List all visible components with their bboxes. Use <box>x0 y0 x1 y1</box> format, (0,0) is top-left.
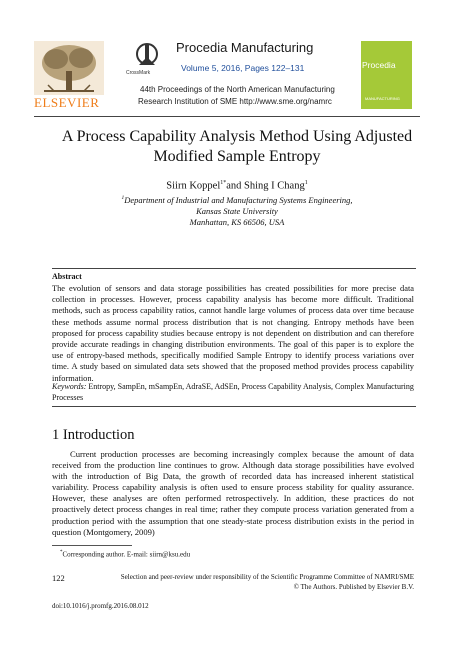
keywords-label: Keywords: <box>52 382 87 391</box>
title-line-2: Modified Sample Entropy <box>153 148 321 165</box>
crossmark-label: CrossMark <box>126 70 151 76</box>
section-heading-introduction: 1 Introduction <box>52 427 135 443</box>
crossmark-icon[interactable] <box>136 43 158 69</box>
cover-title: Procedia <box>362 60 396 70</box>
abstract-rule-bottom <box>52 406 416 407</box>
footnote-mark: * <box>60 550 63 555</box>
authors <box>34 180 440 192</box>
doi-link[interactable]: doi:10.1016/j.promfg.2016.08.012 <box>52 602 149 610</box>
proceedings-line-2: Research Institution of SME http://www.sme.org/namrc <box>138 97 332 106</box>
elsevier-wordmark: ELSEVIER <box>34 95 100 110</box>
affiliation-mark: 1 <box>121 195 125 202</box>
paper-title <box>34 127 440 167</box>
introduction-paragraph: Current production processes are becoming increasingly complex because the amount of data received from the production line continues to grow. Although data storage possibilities have evolved with the introduction of Big Data, the growth of recorded data has increased inherent statistical variability. Process capability analysis is often used to ensure process stability for quality assurance. However, these analyses are often performed retrospectively. In addition, these practices do not proactively detect process changes in real time; rather they compute process variation generated from a production period with the assumption that one steady-state process distribution exists in the period in question (Montgomery, 2009) <box>52 449 414 537</box>
abstract-text: The evolution of sensors and data storage possibilities has created possibilities for more precise data collection in processes. However, process capability analysis has become more difficult. Traditional methods, such as process capability ratios, cannot handle large volumes of process data over time because these methods assume normal process distribution that is not changing. Entropy methods have been proposed for process capability studies because entropy is not dependent on distribution and can therefore provide accurate readings in changing distribution environments. The goal of this paper is to explore the use of entropy-based methods, specifically modified Sample Entropy to identify process variations over time. A study based on simulated data sets showed that the proposed method provides process capability information. <box>52 284 414 383</box>
footnote-text: Corresponding author. E-mail: siirn@ksu.edu <box>62 550 191 559</box>
selection-notice: Selection and peer-review under responsibility of the Scientific Programme Committee of NAMRI/SME <box>120 573 414 581</box>
elsevier-tree-logo <box>34 41 104 103</box>
author-2-mark: 1 <box>304 180 308 186</box>
author-1-mark: 1* <box>220 180 227 186</box>
affiliation-line-1 <box>34 195 440 205</box>
affiliation-department: Department of Industrial and Manufacturing Systems Engineering, <box>124 195 353 205</box>
footnote-rule <box>52 545 132 546</box>
keywords <box>52 381 414 403</box>
volume-pages[interactable]: Volume 5, 2016, Pages 122–131 <box>181 63 305 73</box>
author-1: Siirn Koppel <box>166 180 221 192</box>
proceedings-line-1: 44th Proceedings of the North American Manufacturing <box>140 85 335 94</box>
footnote <box>60 550 190 558</box>
affiliation-line-2: Kansas State University <box>196 206 278 216</box>
author-2: and Shing I Chang <box>226 180 305 192</box>
title-line-1: A Process Capability Analysis Method Using Adjusted <box>61 128 413 145</box>
cover-subtitle: MANUFACTURING <box>365 96 400 101</box>
abstract-heading: Abstract <box>52 272 82 281</box>
page-number: 122 <box>52 573 65 583</box>
copyright-notice: © The Authors. Published by Elsevier B.V. <box>293 583 414 591</box>
affiliation-line-3: Manhattan, KS 66506, USA <box>189 217 285 227</box>
abstract-rule-top <box>52 268 416 269</box>
journal-title: Procedia Manufacturing <box>176 40 314 55</box>
header-rule <box>34 116 420 117</box>
keywords-list: Entropy, SampEn, mSampEn, AdraSE, AdSEn, Process Capability Analysis, Complex Manufacturing Processes <box>52 382 414 402</box>
